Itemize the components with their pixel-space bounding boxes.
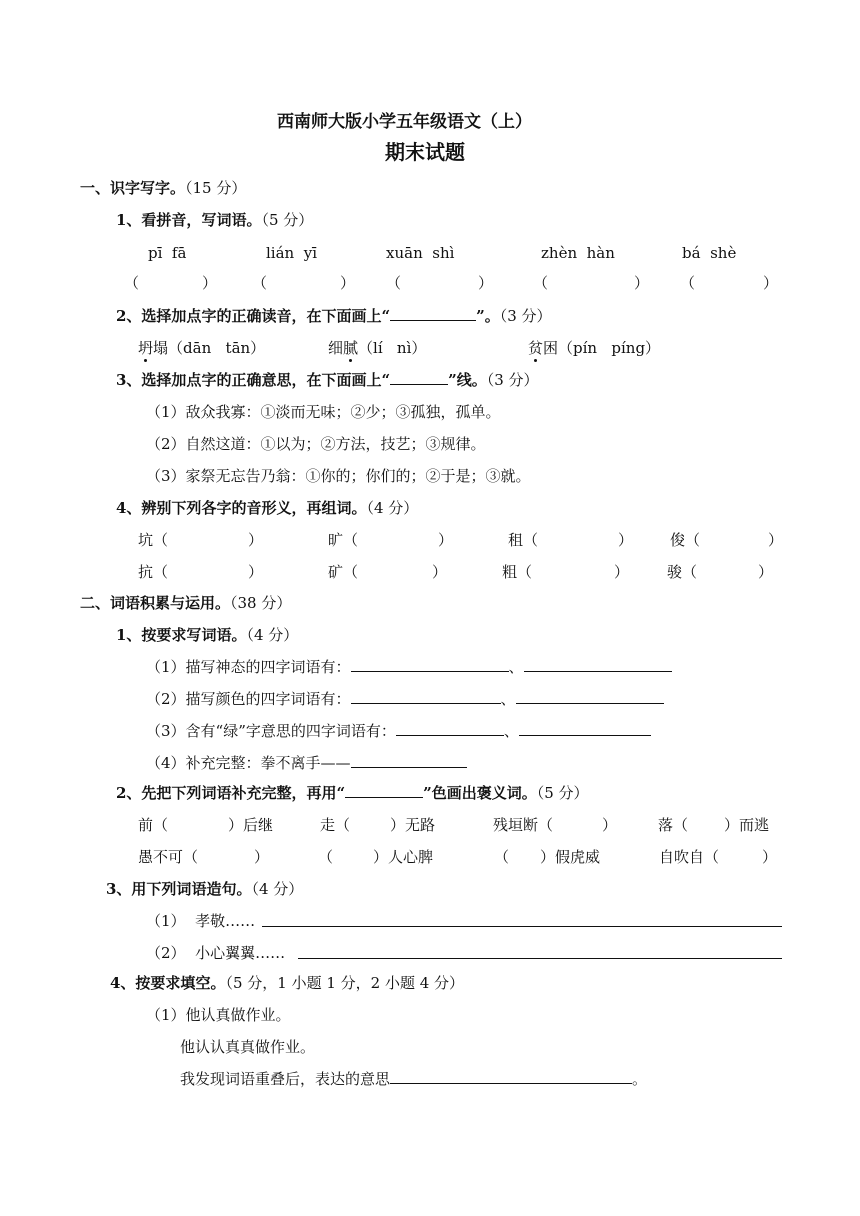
question-score: （4 分） [251,880,304,898]
sentence-prompt: （1） 孝敬…… [146,912,256,930]
idiom-open: 走（ [320,816,351,834]
question-heading-text: 3、用下列词语造句。 [106,880,252,898]
answer-underline-sample [390,306,476,321]
sentence-answer-line[interactable] [298,958,782,959]
question-score: （5 分） [536,784,589,802]
pinyin-item: xuān shì [386,244,455,262]
char-group-close: ） [758,563,774,581]
char-group-open: 租（ [508,531,539,549]
answer-underline-sample [345,783,423,798]
char-group-open: 矿（ [328,563,359,581]
pinyin-item: pī fā [148,244,187,262]
answer-paren-open: （ [533,274,549,292]
pinyin-item: lián yī [266,244,318,262]
char-group-open: 俊（ [670,531,701,549]
answer-paren-close: ） [478,274,494,292]
char: 塌 [153,339,169,357]
section-2-heading [80,593,291,613]
word-prompt [146,721,651,741]
answer-paren-close: ） [763,274,779,292]
word-prompt [146,657,672,677]
idiom-open: 自吹自（ [659,848,720,866]
pinyin-item: bá shè [682,244,737,262]
char-group-open: 粗（ [502,563,533,581]
idiom-open: （ [494,848,510,866]
word-prompt-text: （1）描写神态的四字词语有： [146,658,351,676]
question-heading-text: 3、选择加点字的正确意思，在下面画上“ [116,371,391,389]
pronunciation-item [138,338,265,358]
separator: 、 [500,690,516,708]
question-heading-text-end: ”线。 [448,371,487,389]
word-prompt-text: （2）描写颜色的四字词语有： [146,690,351,708]
question-2-4-heading [110,973,464,993]
question-score: （5 分） [261,211,314,229]
idiom-close: ）后继 [228,816,274,834]
meaning-item: （2）自然这道：①以为；②方法，技艺；③规律。 [146,435,486,453]
word-prompt [146,753,467,773]
idiom-open: 前（ [138,816,169,834]
question-score: （5 分，1 小题 1 分，2 小题 4 分） [225,974,465,992]
idiom-open: 愚不可（ [138,848,199,866]
pronunciation-item [328,338,426,358]
idiom-close: ） [254,848,270,866]
page-title: 西南师大版小学五年级语文（上） [277,112,532,132]
char: 细 [328,339,344,357]
fill-line-text: 我发现词语重叠后，表达的意思 [180,1070,391,1088]
pron-options: （lí nì） [358,339,427,357]
char-group-close: ） [438,531,454,549]
question-2-3-heading [106,879,303,899]
idiom-close: ） [602,816,618,834]
char-group-close: ） [768,531,784,549]
idiom-open: 残垣断（ [493,816,554,834]
char-group-open: 旷（ [328,531,359,549]
word-prompt-text: （4）补充完整：拳不离手—— [146,754,351,772]
idiom-close: ）无路 [390,816,436,834]
question-heading-text: 4、按要求填空。 [110,974,226,992]
question-2-2-heading [116,783,589,803]
sentence-answer-line[interactable] [262,926,782,927]
char-group-open: 骏（ [667,563,698,581]
char-group-open: 抗（ [138,563,169,581]
page-subtitle: 期末试题 [385,140,465,164]
idiom-close: ）人心脾 [373,848,434,866]
separator: 、 [503,722,519,740]
section-1-heading [80,178,246,198]
pronunciation-item [528,338,660,358]
question-1-4-heading [116,498,418,518]
idiom-open: （ [318,848,334,866]
section-heading-text: 二、词语积累与运用。 [80,594,231,612]
word-prompt [146,689,664,709]
char-group-close: ） [618,531,634,549]
question-1-1-heading [116,210,313,230]
pinyin-item: zhèn hàn [541,244,615,262]
char-group-close: ） [248,531,264,549]
pron-options: （dān tān） [168,339,266,357]
sentence-prompt: （2） 小心翼翼…… [146,944,286,962]
section-heading-text: 一、识字写字。 [80,179,186,197]
answer-paren-close: ） [634,274,650,292]
answer-blank[interactable] [519,721,651,736]
answer-blank[interactable] [390,1069,632,1084]
question-heading-text: 2、先把下列词语补充完整，再用“ [116,784,346,802]
char-group-close: ） [614,563,630,581]
fill-line-end: 。 [632,1070,648,1088]
idiom-close: ） [762,848,778,866]
dotted-char: 贫 [528,339,544,357]
answer-blank[interactable] [516,689,664,704]
meaning-item: （3）家祭无忘告乃翁：①你的；你们的；②于是；③就。 [146,467,531,485]
fill-line: （1）他认真做作业。 [146,1006,291,1024]
question-2-1-heading [116,625,298,645]
question-heading-text-end: ”。 [476,307,500,325]
meaning-item: （1）敌众我寡：①淡而无味；②少；③孤独，孤单。 [146,403,501,421]
question-score: （3 分） [499,307,552,325]
answer-paren-close: ） [340,274,356,292]
question-heading-text: 1、按要求写词语。 [116,626,247,644]
answer-blank[interactable] [351,753,467,768]
char: 困 [543,339,559,357]
fill-line: 他认认真真做作业。 [180,1038,316,1056]
question-score: （4 分） [246,626,299,644]
question-1-3-heading [116,370,539,390]
word-prompt-text: （3）含有“绿”字意思的四字词语有： [146,722,396,740]
char-group-close: ） [432,563,448,581]
idiom-close: ）而逃 [724,816,770,834]
answer-paren-open: （ [252,274,268,292]
answer-underline-sample [390,370,448,385]
dotted-char: 腻 [343,339,359,357]
question-heading-text: 1、看拼音，写词语。 [116,211,262,229]
separator: 、 [508,658,524,676]
question-1-2-heading [116,306,552,326]
answer-blank[interactable] [351,657,509,672]
section-score: （38 分） [230,594,292,612]
answer-paren-close: ） [202,274,218,292]
pron-options: （pín píng） [558,339,661,357]
char-group-open: 坑（ [138,531,169,549]
answer-paren-open: （ [680,274,696,292]
answer-blank[interactable] [351,689,501,704]
question-score: （4 分） [366,499,419,517]
question-score: （3 分） [486,371,539,389]
dotted-char: 坍 [138,339,154,357]
idiom-open: 落（ [658,816,689,834]
answer-paren-open: （ [124,274,140,292]
section-score: （15 分） [185,179,247,197]
fill-line [180,1069,647,1089]
question-heading-text-end: ”色画出褒义词。 [423,784,537,802]
idiom-close: ）假虎威 [540,848,601,866]
answer-blank[interactable] [396,721,504,736]
char-group-close: ） [248,563,264,581]
question-heading-text: 2、选择加点字的正确读音，在下面画上“ [116,307,391,325]
question-heading-text: 4、辨别下列各字的音形义，再组词。 [116,499,367,517]
answer-paren-open: （ [386,274,402,292]
answer-blank[interactable] [524,657,672,672]
